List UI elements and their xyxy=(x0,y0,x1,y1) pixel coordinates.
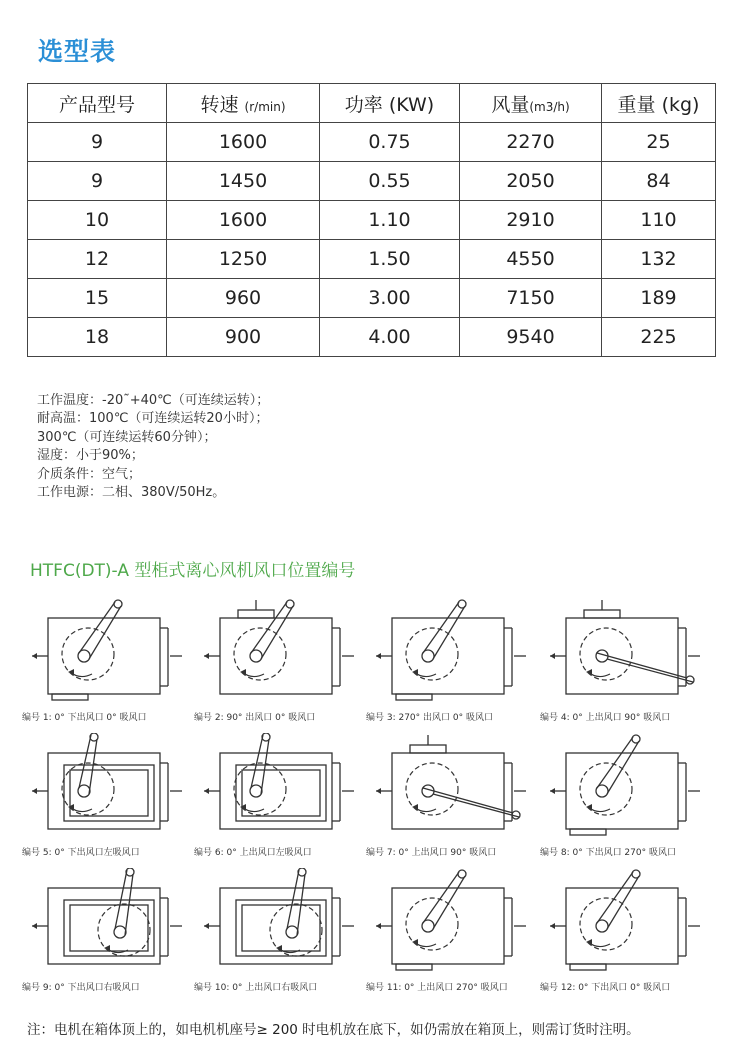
table-cell: 1250 xyxy=(167,240,320,279)
table-cell: 2270 xyxy=(460,123,602,162)
table-cell: 960 xyxy=(167,279,320,318)
diagram-caption: 编号 8: 0° 下出风口 270° 吸风口 xyxy=(540,848,676,858)
table-cell: 25 xyxy=(602,123,716,162)
fan-diagram xyxy=(366,868,526,993)
fan-diagram xyxy=(540,598,700,723)
diagram-caption: 编号 2: 90° 出风口 0° 吸风口 xyxy=(194,713,316,723)
table-cell: 2910 xyxy=(460,201,602,240)
table-cell: 3.00 xyxy=(320,279,460,318)
section-subtitle: HTFC(DT)-A 型柜式离心风机风口位置编号 xyxy=(30,561,356,581)
table-cell: 1600 xyxy=(167,123,320,162)
table-cell: 1.50 xyxy=(320,240,460,279)
header-model: 产品型号 xyxy=(28,84,167,123)
fan-schematic-icon xyxy=(540,868,700,978)
note-line: 耐高温：100℃（可连续运转20小时）； xyxy=(37,411,269,427)
footnote: 注：电机在箱体顶上的，如电机机座号≥ 200 时电机放在底下，如仍需放在箱顶上，则需订货时注明。 xyxy=(27,1022,640,1038)
fan-schematic-icon xyxy=(366,868,526,978)
fan-schematic-icon xyxy=(194,733,354,843)
fan-schematic-icon xyxy=(22,868,182,978)
diagram-caption: 编号 11: 0° 上出风口 270° 吸风口 xyxy=(366,983,508,993)
table-cell: 110 xyxy=(602,201,716,240)
table-cell: 9 xyxy=(28,162,167,201)
table-cell: 84 xyxy=(602,162,716,201)
table-cell: 15 xyxy=(28,279,167,318)
diagram-caption: 编号 9: 0° 下出风口右吸风口 xyxy=(22,983,140,993)
fan-schematic-icon xyxy=(22,733,182,843)
diagram-caption: 编号 6: 0° 上出风口左吸风口 xyxy=(194,848,312,858)
fan-diagram xyxy=(366,598,526,723)
table-cell: 1.10 xyxy=(320,201,460,240)
diagram-caption: 编号 4: 0° 上出风口 90° 吸风口 xyxy=(540,713,671,723)
diagram-caption: 编号 12: 0° 下出风口 0° 吸风口 xyxy=(540,983,671,993)
fan-diagram xyxy=(22,868,182,993)
note-line: 工作温度：-20˜+40℃（可连续运转）； xyxy=(37,393,270,408)
table-cell: 132 xyxy=(602,240,716,279)
diagram-caption: 编号 10: 0° 上出风口右吸风口 xyxy=(194,983,318,993)
diagram-caption: 编号 3: 270° 出风口 0° 吸风口 xyxy=(366,713,493,723)
table-cell: 225 xyxy=(602,318,716,357)
table-row xyxy=(28,279,716,318)
fan-diagram xyxy=(540,733,700,858)
fan-schematic-icon xyxy=(540,598,700,708)
table-header-row xyxy=(28,84,716,123)
fan-schematic-icon xyxy=(194,868,354,978)
table-cell: 4550 xyxy=(460,240,602,279)
table-row xyxy=(28,318,716,357)
note-line: 介质条件：空气； xyxy=(37,466,142,482)
fan-diagram xyxy=(194,733,354,858)
fan-schematic-icon xyxy=(22,598,182,708)
table-cell: 4.00 xyxy=(320,318,460,357)
table-cell: 1600 xyxy=(167,201,320,240)
table-cell: 0.55 xyxy=(320,162,460,201)
header-weight: 重量 (kg) xyxy=(602,84,716,123)
header-airflow: 风量(m3/h) xyxy=(460,84,602,123)
table-cell: 18 xyxy=(28,318,167,357)
fan-diagram xyxy=(22,598,182,723)
table-cell: 9 xyxy=(28,123,167,162)
fan-schematic-icon xyxy=(366,733,526,843)
fan-diagram xyxy=(22,733,182,858)
header-speed: 转速 (r/min) xyxy=(167,84,320,123)
table-row xyxy=(28,240,716,279)
table-row xyxy=(28,201,716,240)
fan-diagram xyxy=(540,868,700,993)
table-cell: 7150 xyxy=(460,279,602,318)
fan-schematic-icon xyxy=(366,598,526,708)
note-line: 湿度：小于90%； xyxy=(37,448,144,464)
fan-schematic-icon xyxy=(540,733,700,843)
fan-diagram xyxy=(366,733,526,858)
table-row xyxy=(28,123,716,162)
fan-diagram xyxy=(194,868,354,993)
diagram-caption: 编号 1: 0° 下出风口 0° 吸风口 xyxy=(22,713,147,723)
selection-table xyxy=(27,83,716,357)
table-cell: 900 xyxy=(167,318,320,357)
operating-notes xyxy=(37,392,269,502)
fan-schematic-icon xyxy=(194,598,354,708)
table-cell: 0.75 xyxy=(320,123,460,162)
table-cell: 9540 xyxy=(460,318,602,357)
diagram-caption: 编号 7: 0° 上出风口 90° 吸风口 xyxy=(366,848,497,858)
table-cell: 2050 xyxy=(460,162,602,201)
note-line: 工作电源：二相、380V/50Hz。 xyxy=(37,485,226,501)
table-cell: 1450 xyxy=(167,162,320,201)
table-cell: 10 xyxy=(28,201,167,240)
table-row xyxy=(28,162,716,201)
diagram-caption: 编号 5: 0° 下出风口左吸风口 xyxy=(22,848,140,858)
table-cell: 12 xyxy=(28,240,167,279)
header-power: 功率 (KW) xyxy=(320,84,460,123)
page-title: 选型表 xyxy=(38,37,117,66)
fan-diagram xyxy=(194,598,354,723)
note-line: 300℃（可连续运转60分钟）； xyxy=(37,429,217,445)
table-cell: 189 xyxy=(602,279,716,318)
